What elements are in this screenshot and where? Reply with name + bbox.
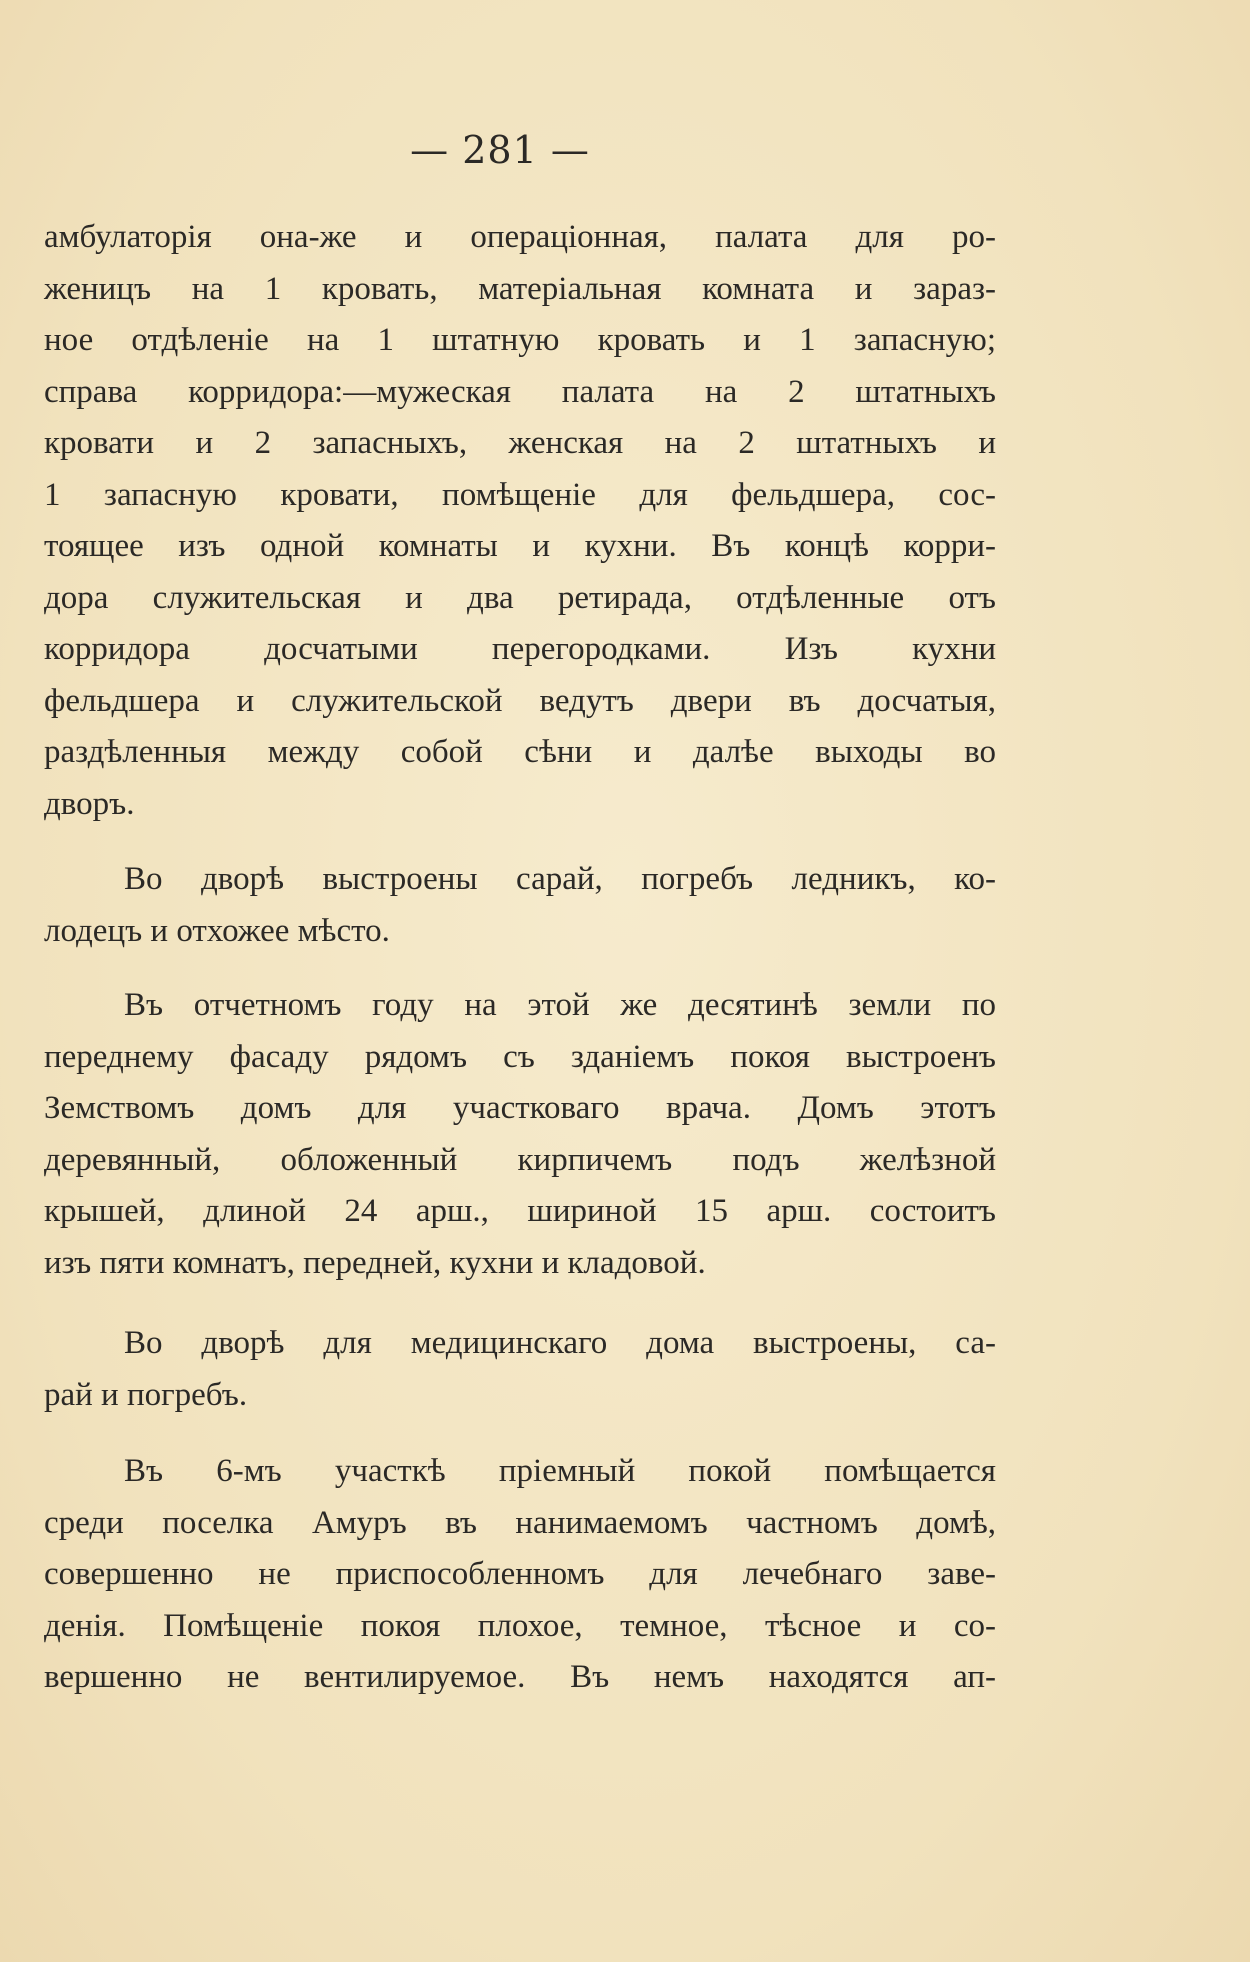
- text-line: Въ отчетномъ году на этой же десятинѣ земли по: [124, 987, 996, 1023]
- text-line: Во дворѣ для медицинскаго дома выстроены, са-: [124, 1325, 996, 1361]
- page-number: — 281 —: [410, 128, 590, 172]
- text-line: вершенно не вентилируемое. Въ немъ находятся ап-: [44, 1659, 996, 1695]
- text-line: корридора досчатыми перегородками. Изъ кухни: [44, 631, 996, 667]
- text-line: раздѣленныя между собой сѣни и далѣе выходы во: [44, 734, 996, 770]
- text-line: женицъ на 1 кровать, матеріальная комната и зараз-: [44, 270, 996, 307]
- text-line: среди поселка Амуръ въ нанимаемомъ частномъ домѣ,: [44, 1504, 996, 1541]
- text-line: лодецъ и отхожее мѣсто.: [44, 912, 390, 949]
- text-line: переднему фасаду рядомъ съ зданіемъ покоя выстроенъ: [44, 1038, 996, 1075]
- text-line: амбулаторія она-же и операціонная, палата для ро-: [44, 219, 996, 255]
- text-line: дворъ.: [44, 785, 135, 822]
- text-line: справа корридора:—мужеская палата на 2 штатныхъ: [44, 373, 996, 410]
- text-line: фельдшера и служительской ведутъ двери въ досчатыя,: [44, 682, 996, 719]
- text-line: дора служительская и два ретирада, отдѣленные отъ: [44, 579, 996, 616]
- text-line: Земствомъ домъ для участковаго врача. Домъ этотъ: [44, 1090, 996, 1126]
- text-line: Во дворѣ выстроены сарай, погребъ ледникъ, ко-: [124, 861, 996, 897]
- text-line: тоящее изъ одной комнаты и кухни. Въ концѣ корри-: [44, 528, 996, 564]
- text-line: крышей, длиной 24 арш., шириной 15 арш. состоитъ: [44, 1193, 996, 1229]
- text-line: деревянный, обложенный кирпичемъ подъ желѣзной: [44, 1141, 996, 1178]
- text-line: Въ 6-мъ участкѣ пріемный покой помѣщается: [124, 1453, 996, 1489]
- paragraph-4: [44, 1318, 996, 1421]
- paragraph-3: [44, 980, 996, 1289]
- text-line: рай и погребъ.: [44, 1376, 248, 1413]
- text-line: совершенно не приспособленномъ для лечебнаго заве-: [44, 1556, 996, 1592]
- paragraph-1: [44, 212, 996, 830]
- text-line: изъ пяти комнатъ, передней, кухни и кладовой.: [44, 1244, 706, 1281]
- paragraph-5: [44, 1446, 996, 1704]
- text-line: 1 запасную кровати, помѣщеніе для фельдшера, сос-: [44, 476, 996, 513]
- paragraph-2: [44, 854, 996, 957]
- text-line: денія. Помѣщеніе покоя плохое, темное, тѣсное и со-: [44, 1607, 996, 1644]
- text-line: кровати и 2 запасныхъ, женская на 2 штатныхъ и: [44, 425, 996, 461]
- text-line: ное отдѣленіе на 1 штатную кровать и 1 запасную;: [44, 322, 996, 358]
